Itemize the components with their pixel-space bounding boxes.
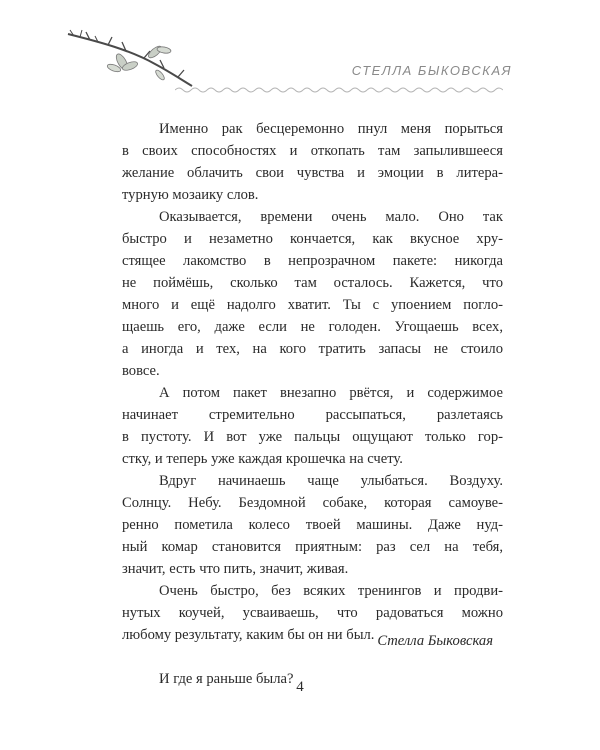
text-line: стку, и теперь уже каждая крошечка на счету. bbox=[122, 451, 403, 467]
body-text bbox=[122, 118, 503, 690]
text-line: Солнцу. Небу. Бездомной собаке, которая самоуве- bbox=[122, 495, 503, 511]
text-line: не поймёшь, сколько там осталось. Кажется, что bbox=[122, 275, 503, 291]
running-header-author: СТЕЛЛА БЫКОВСКАЯ bbox=[351, 63, 512, 78]
header-rule bbox=[175, 86, 503, 94]
branch-illustration bbox=[60, 20, 210, 90]
text-line: А потом пакет внезапно рвётся, и содержимое bbox=[159, 385, 503, 401]
page-number: 4 bbox=[296, 679, 304, 695]
text-line: много и ещё надолго хватит. Ты с упоением погло- bbox=[122, 297, 503, 313]
text-line: щаешь его, даже если не голоден. Угощаешь всех, bbox=[122, 319, 503, 335]
text-line: а иногда и тех, на кого тратить запасы не стоило bbox=[122, 341, 503, 357]
text-line: И где я раньше была? bbox=[159, 671, 294, 687]
author-signature: Стелла Быковская bbox=[377, 633, 493, 649]
text-line: Оказывается, времени очень мало. Оно так bbox=[159, 209, 503, 225]
text-line: Очень быстро, без всяких тренингов и продви- bbox=[159, 583, 503, 599]
text-line: стящее лакомство в непрозрачном пакете: никогда bbox=[122, 253, 503, 269]
text-line: в своих способностях и откопать там запылившееся bbox=[122, 143, 503, 159]
text-line: нутых коучей, усваиваешь, что радоваться можно bbox=[122, 605, 503, 621]
text-line: желание облачить свои чувства и эмоции в литера- bbox=[122, 165, 503, 181]
text-line: быстро и незаметно кончается, как вкусное хру- bbox=[122, 231, 503, 247]
text-line: Именно рак бесцеремонно пнул меня порыться bbox=[159, 121, 503, 137]
text-line: ный комар становится приятным: раз сел на тебя, bbox=[122, 539, 503, 555]
text-line: в пустоту. И вот уже пальцы ощущают только гор- bbox=[122, 429, 503, 445]
text-line: турную мозаику слов. bbox=[122, 187, 259, 203]
text-line: начинает стремительно рассыпаться, разлетаясь bbox=[122, 407, 503, 423]
text-line: Вдруг начинаешь чаще улыбаться. Воздуху. bbox=[159, 473, 503, 489]
text-line: ренно пометила колесо твоей машины. Даже нуд- bbox=[122, 517, 503, 533]
text-line: вовсе. bbox=[122, 363, 160, 379]
text-line: любому результату, каким бы он ни был. bbox=[122, 627, 375, 643]
text-line: значит, есть что пить, значит, живая. bbox=[122, 561, 349, 577]
